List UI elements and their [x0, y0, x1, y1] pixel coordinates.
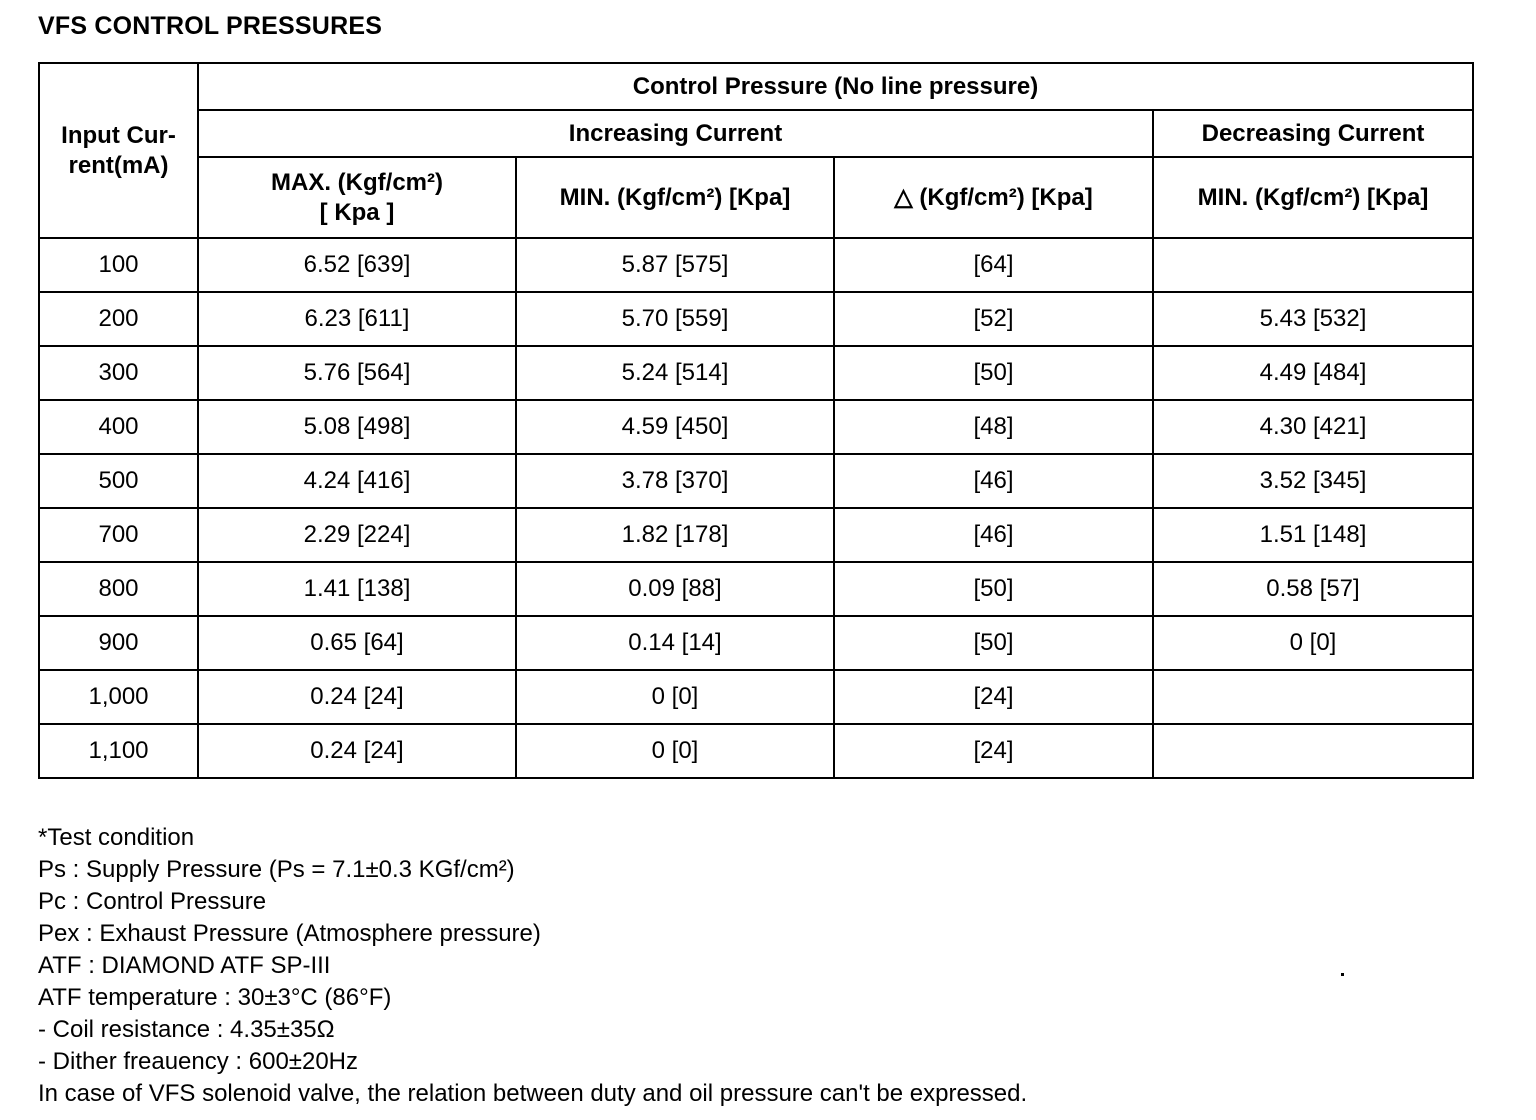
max-cell: 0.24 [24] [198, 670, 516, 724]
max-cell: 6.52 [639] [198, 238, 516, 292]
delta-cell: [46] [834, 508, 1153, 562]
note-line: - Coil resistance : 4.35±35Ω [38, 1016, 335, 1043]
delta-cell: [46] [834, 454, 1153, 508]
min-cell: 5.70 [559] [516, 292, 834, 346]
min-pressure-increasing-header: MIN. (Kgf/cm²) [Kpa] [516, 157, 834, 238]
max-cell: 4.24 [416] [198, 454, 516, 508]
min-cell: 0.09 [88] [516, 562, 834, 616]
decreasing-min-cell: 5.43 [532] [1153, 292, 1473, 346]
decreasing-min-cell: 0 [0] [1153, 616, 1473, 670]
delta-cell: [50] [834, 616, 1153, 670]
delta-cell: [48] [834, 400, 1153, 454]
document-title: VFS CONTROL PRESSURES [38, 12, 383, 40]
table-row [39, 292, 1473, 346]
decreasing-min-cell [1153, 670, 1473, 724]
note-line: ATF temperature : 30±3°C (86°F) [38, 984, 392, 1011]
current-cell: 400 [39, 400, 198, 454]
delta-cell: [52] [834, 292, 1153, 346]
test-condition-notes [38, 822, 1027, 1110]
table-row [39, 400, 1473, 454]
table-row [39, 508, 1473, 562]
note-line: - Dither freauency : 600±20Hz [38, 1048, 358, 1075]
input-current-header [39, 63, 198, 238]
decreasing-min-cell: 4.49 [484] [1153, 346, 1473, 400]
max-pressure-header-line1: MAX. (Kgf/cm²) [271, 168, 443, 196]
min-cell: 4.59 [450] [516, 400, 834, 454]
note-line: Pex : Exhaust Pressure (Atmosphere pressure) [38, 920, 541, 947]
current-cell: 1,000 [39, 670, 198, 724]
decreasing-min-cell [1153, 724, 1473, 778]
decreasing-min-cell: 3.52 [345] [1153, 454, 1473, 508]
scan-speck [1341, 973, 1344, 976]
current-cell: 1,100 [39, 724, 198, 778]
max-cell: 1.41 [138] [198, 562, 516, 616]
delta-cell: [50] [834, 562, 1153, 616]
table-row [39, 670, 1473, 724]
current-cell: 800 [39, 562, 198, 616]
delta-cell: [50] [834, 346, 1153, 400]
current-cell: 200 [39, 292, 198, 346]
table-row [39, 346, 1473, 400]
note-line: Pc : Control Pressure [38, 888, 267, 915]
max-cell: 5.76 [564] [198, 346, 516, 400]
decreasing-min-cell: 0.58 [57] [1153, 562, 1473, 616]
input-current-header-line2: rent(mA) [68, 151, 169, 179]
control-pressure-group-header: Control Pressure (No line pressure) [198, 63, 1473, 110]
min-pressure-decreasing-header: MIN. (Kgf/cm²) [Kpa] [1153, 157, 1473, 238]
input-current-header-line1: Input Cur- [61, 121, 176, 149]
note-line: *Test condition [38, 824, 195, 851]
note-line: ATF : DIAMOND ATF SP-III [38, 952, 331, 979]
current-cell: 900 [39, 616, 198, 670]
table-row [39, 454, 1473, 508]
table-row [39, 724, 1473, 778]
current-cell: 500 [39, 454, 198, 508]
min-cell: 3.78 [370] [516, 454, 834, 508]
min-cell: 5.24 [514] [516, 346, 834, 400]
max-cell: 5.08 [498] [198, 400, 516, 454]
table-row [39, 562, 1473, 616]
delta-cell: [24] [834, 724, 1153, 778]
max-cell: 0.65 [64] [198, 616, 516, 670]
delta-pressure-header: △ (Kgf/cm²) [Kpa] [834, 157, 1153, 238]
delta-cell: [64] [834, 238, 1153, 292]
min-cell: 5.87 [575] [516, 238, 834, 292]
max-cell: 6.23 [611] [198, 292, 516, 346]
max-cell: 0.24 [24] [198, 724, 516, 778]
current-cell: 300 [39, 346, 198, 400]
current-cell: 100 [39, 238, 198, 292]
max-pressure-header-line2: [ Kpa ] [319, 198, 395, 226]
table-row [39, 238, 1473, 292]
max-pressure-header [198, 157, 516, 238]
decreasing-min-cell: 4.30 [421] [1153, 400, 1473, 454]
delta-cell: [24] [834, 670, 1153, 724]
min-cell: 1.82 [178] [516, 508, 834, 562]
note-line: Ps : Supply Pressure (Ps = 7.1±0.3 KGf/cm²) [38, 856, 515, 883]
max-cell: 2.29 [224] [198, 508, 516, 562]
min-cell: 0.14 [14] [516, 616, 834, 670]
table-row [39, 616, 1473, 670]
note-line: In case of VFS solenoid valve, the relation between duty and oil pressure can't be expressed. [38, 1080, 1028, 1107]
min-cell: 0 [0] [516, 724, 834, 778]
current-cell: 700 [39, 508, 198, 562]
decreasing-min-cell: 1.51 [148] [1153, 508, 1473, 562]
vfs-pressure-table [38, 62, 1474, 779]
min-cell: 0 [0] [516, 670, 834, 724]
increasing-current-header: Increasing Current [198, 110, 1153, 157]
decreasing-current-header: Decreasing Current [1153, 110, 1473, 157]
decreasing-min-cell [1153, 238, 1473, 292]
